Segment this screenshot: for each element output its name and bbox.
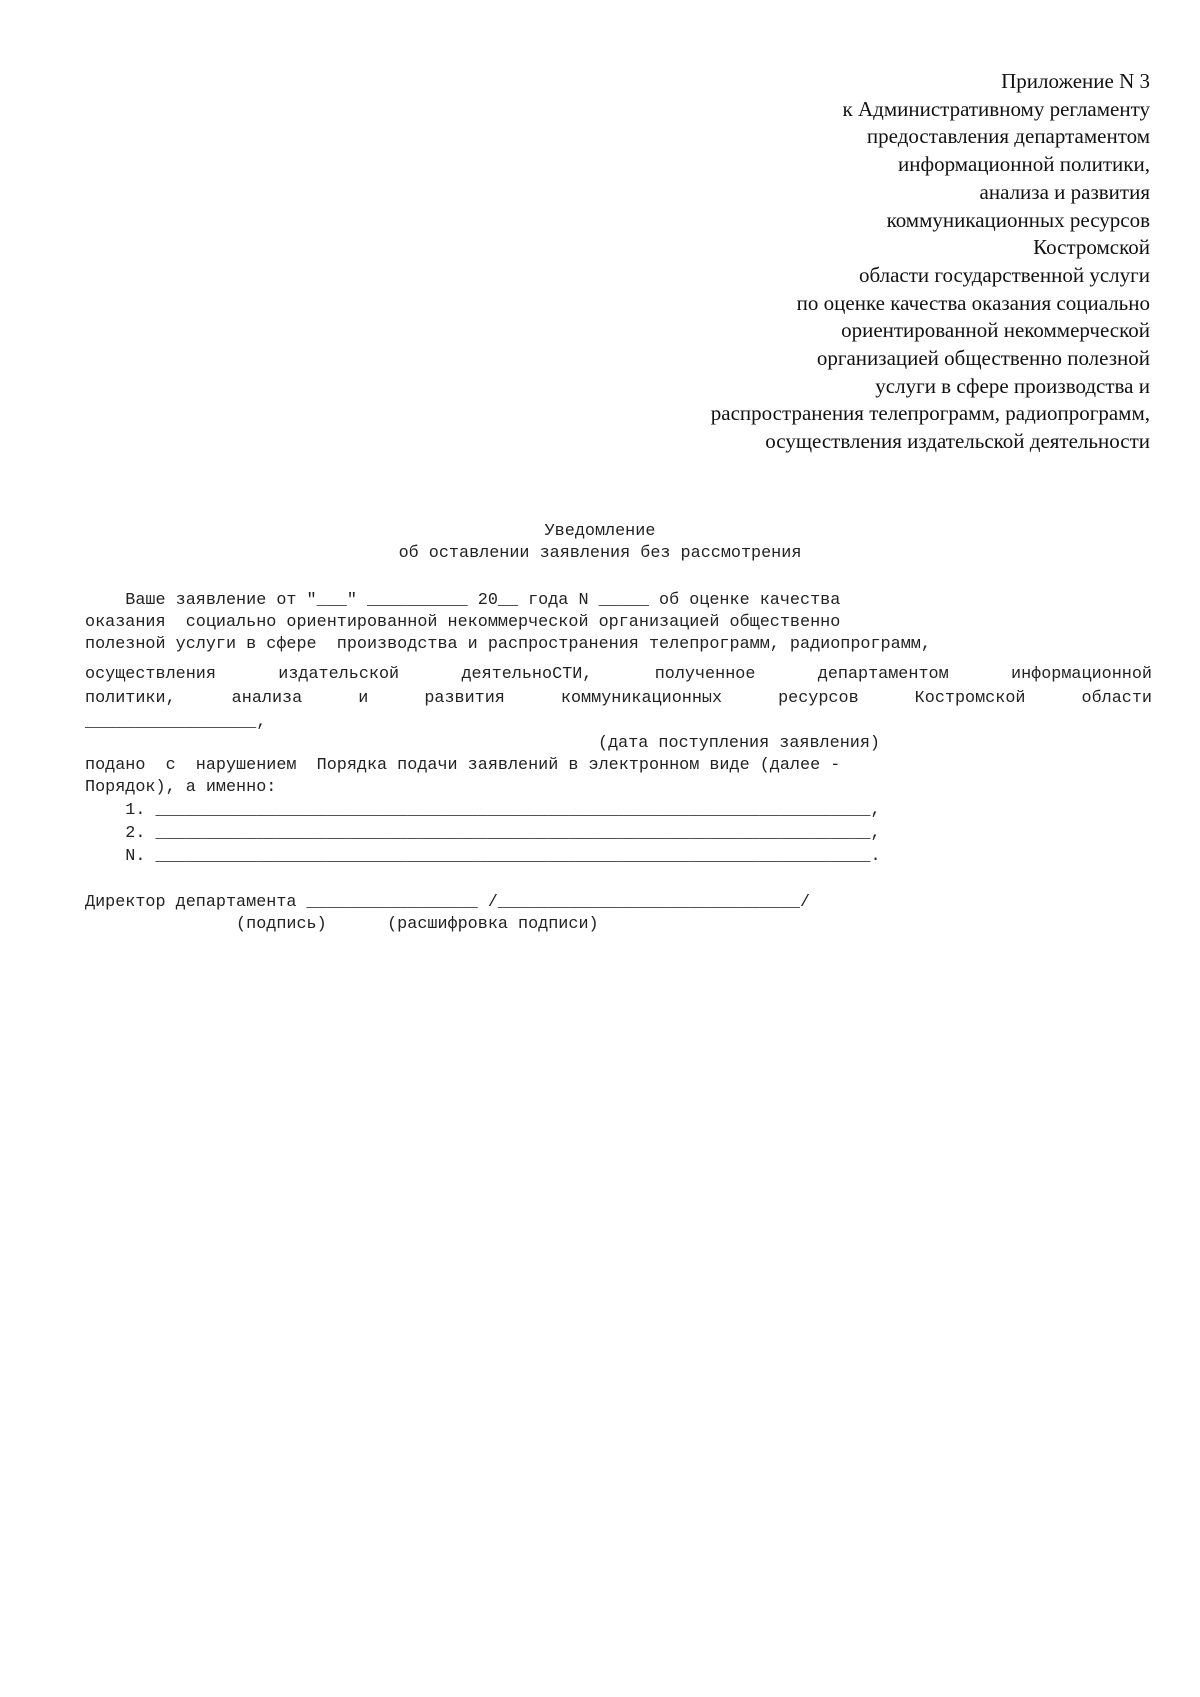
date-received-blank: _________________, [85,713,267,732]
body-line: подано с нарушением Порядка подачи заявлений в электронном виде (далее - [85,756,841,775]
appendix-line: области государственной услуги [858,262,1150,287]
violation-item: 2. _______________________________________________________________________, [85,824,881,843]
appendix-line: информационной политики, [898,152,1150,177]
appendix-line: распространения телепрограмм, радиопрограмм, [710,401,1150,426]
notice-subtitle: об оставлении заявления без рассмотрения [398,544,802,563]
appendix-line: ориентированной некоммерческой [841,318,1150,343]
appendix-line: организацией общественно полезной [816,346,1150,371]
violation-item: 1. _______________________________________________________________________, [85,801,881,820]
appendix-header [530,68,1150,456]
appendix-line: к Административному регламенту [842,96,1150,121]
body-line: Порядок), а именно: [85,778,277,797]
appendix-line: Приложение N 3 [1001,69,1150,93]
appendix-line: по оценке качества оказания социально [796,290,1150,315]
notice-title: Уведомление [544,522,656,541]
director-signature-line: Директор департамента _________________ /______________________________/ [85,893,811,912]
violation-item: N. _______________________________________________________________________. [85,847,881,866]
appendix-line: анализа и развития [979,179,1150,204]
signature-caption: (подпись) (расшифровка подписи) [85,915,599,934]
appendix-line: предоставления департаментом [866,124,1150,149]
body-line-justified: политики, анализа и развития коммуникационных ресурсов Костромской области [85,689,1152,708]
appendix-line: коммуникационных ресурсов [886,207,1150,232]
appendix-line: услуги в сфере производства и [875,373,1150,398]
body-line-justified: осуществления издательской деятельноСТИ, полученное департаментом информационной [85,665,1152,684]
date-received-caption: (дата поступления заявления) [598,734,880,753]
body-line: оказания социально ориентированной некоммерческой организацией общественно [85,613,841,632]
body-line: полезной услуги в сфере производства и распространения телепрограмм, радиопрограмм, [85,635,931,654]
appendix-line: осуществления издательской деятельности [765,429,1150,454]
body-line: Ваше заявление от "___" __________ 20__ года N _____ об оценке качества [85,591,841,610]
appendix-line: Костромской [1033,235,1150,260]
